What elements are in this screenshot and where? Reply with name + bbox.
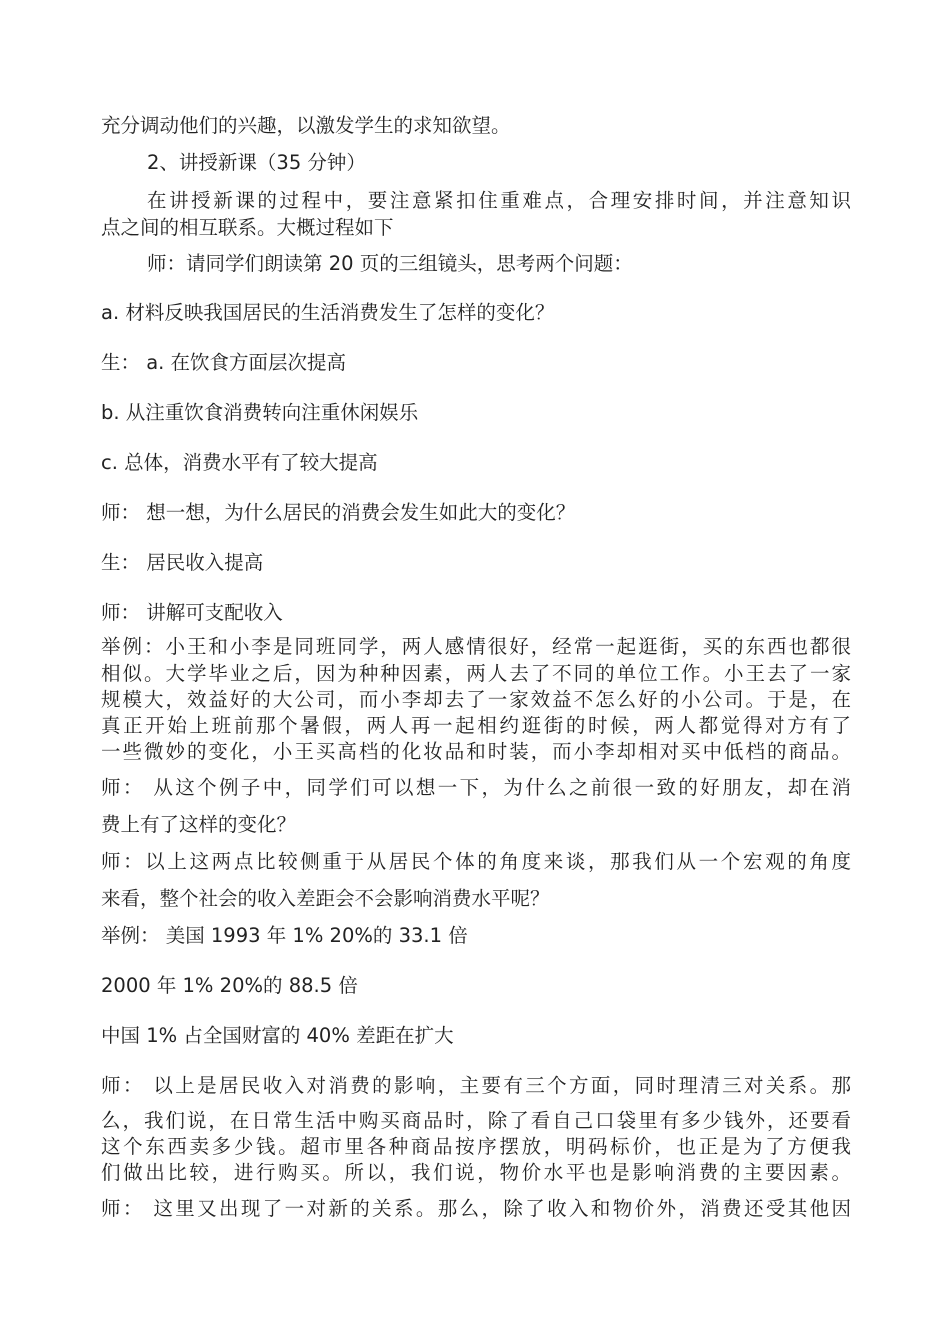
section-heading: 2、讲授新课（35 分钟） bbox=[147, 151, 366, 174]
paragraph-line: 相似。大学毕业之后，因为种种因素，两人去了不同的单位工作。小王去了一家 bbox=[101, 662, 851, 685]
paragraph-line: 2000 年 1% 20%的 88.5 倍 bbox=[101, 974, 358, 997]
paragraph-line: 师： 以上是居民收入对消费的影响，主要有三个方面，同时理清三对关系。那 bbox=[101, 1074, 851, 1097]
paragraph-line: 举例： 美国 1993 年 1% 20%的 33.1 倍 bbox=[101, 924, 468, 947]
paragraph-line: 举例：小王和小李是同班同学，两人感情很好，经常一起逛街，买的东西也都很 bbox=[101, 635, 851, 658]
paragraph-line: 一些微妙的变化，小王买高档的化妆品和时装，而小李却相对买中低档的商品。 bbox=[101, 740, 851, 763]
paragraph-line: 规模大，效益好的大公司，而小李却去了一家效益不怎么好的小公司。于是，在 bbox=[101, 688, 851, 711]
paragraph-line: 真正开始上班前那个暑假，两人再一起相约逛街的时候，两人都觉得对方有了 bbox=[101, 714, 851, 737]
paragraph-line: c. 总体，消费水平有了较大提高 bbox=[101, 451, 378, 474]
paragraph-line: 来看，整个社会的收入差距会不会影响消费水平呢？ bbox=[101, 887, 550, 910]
paragraph-line: 充分调动他们的兴趣，以激发学生的求知欲望。 bbox=[101, 114, 511, 137]
paragraph-line: 中国 1% 占全国财富的 40% 差距在扩大 bbox=[101, 1024, 454, 1047]
paragraph-line: 这个东西卖多少钱。超市里各种商品按序摆放，明码标价，也正是为了方便我 bbox=[101, 1135, 851, 1158]
paragraph-line: 师： 想一想，为什么居民的消费会发生如此大的变化？ bbox=[101, 501, 576, 524]
paragraph-line: 点之间的相互联系。大概过程如下 bbox=[101, 216, 394, 239]
paragraph-line: 在讲授新课的过程中，要注意紧扣住重难点，合理安排时间，并注意知识 bbox=[147, 189, 851, 212]
paragraph-line: 师：以上这两点比较侧重于从居民个体的角度来谈，那我们从一个宏观的角度 bbox=[101, 850, 851, 873]
paragraph-line: 师：请同学们朗读第 20 页的三组镜头，思考两个问题： bbox=[147, 252, 633, 275]
paragraph-line: a. 材料反映我国居民的生活消费发生了怎样的变化？ bbox=[101, 301, 555, 324]
paragraph-line: 师： 这里又出现了一对新的关系。那么，除了收入和物价外，消费还受其他因 bbox=[101, 1197, 851, 1220]
paragraph-line: 生： 居民收入提高 bbox=[101, 551, 264, 574]
paragraph-line: 师： 从这个例子中，同学们可以想一下，为什么之前很一致的好朋友，却在消 bbox=[101, 776, 851, 799]
paragraph-line: b. 从注重饮食消费转向注重休闲娱乐 bbox=[101, 401, 419, 424]
paragraph-line: 师： 讲解可支配收入 bbox=[101, 601, 283, 624]
paragraph-line: 费上有了这样的变化？ bbox=[101, 813, 297, 836]
paragraph-line: 生： a. 在饮食方面层次提高 bbox=[101, 351, 347, 374]
paragraph-line: 么，我们说，在日常生活中购买商品时，除了看自己口袋里有多少钱外，还要看 bbox=[101, 1109, 851, 1132]
paragraph-line: 们做出比较，进行购买。所以，我们说，物价水平也是影响消费的主要因素。 bbox=[101, 1161, 851, 1184]
